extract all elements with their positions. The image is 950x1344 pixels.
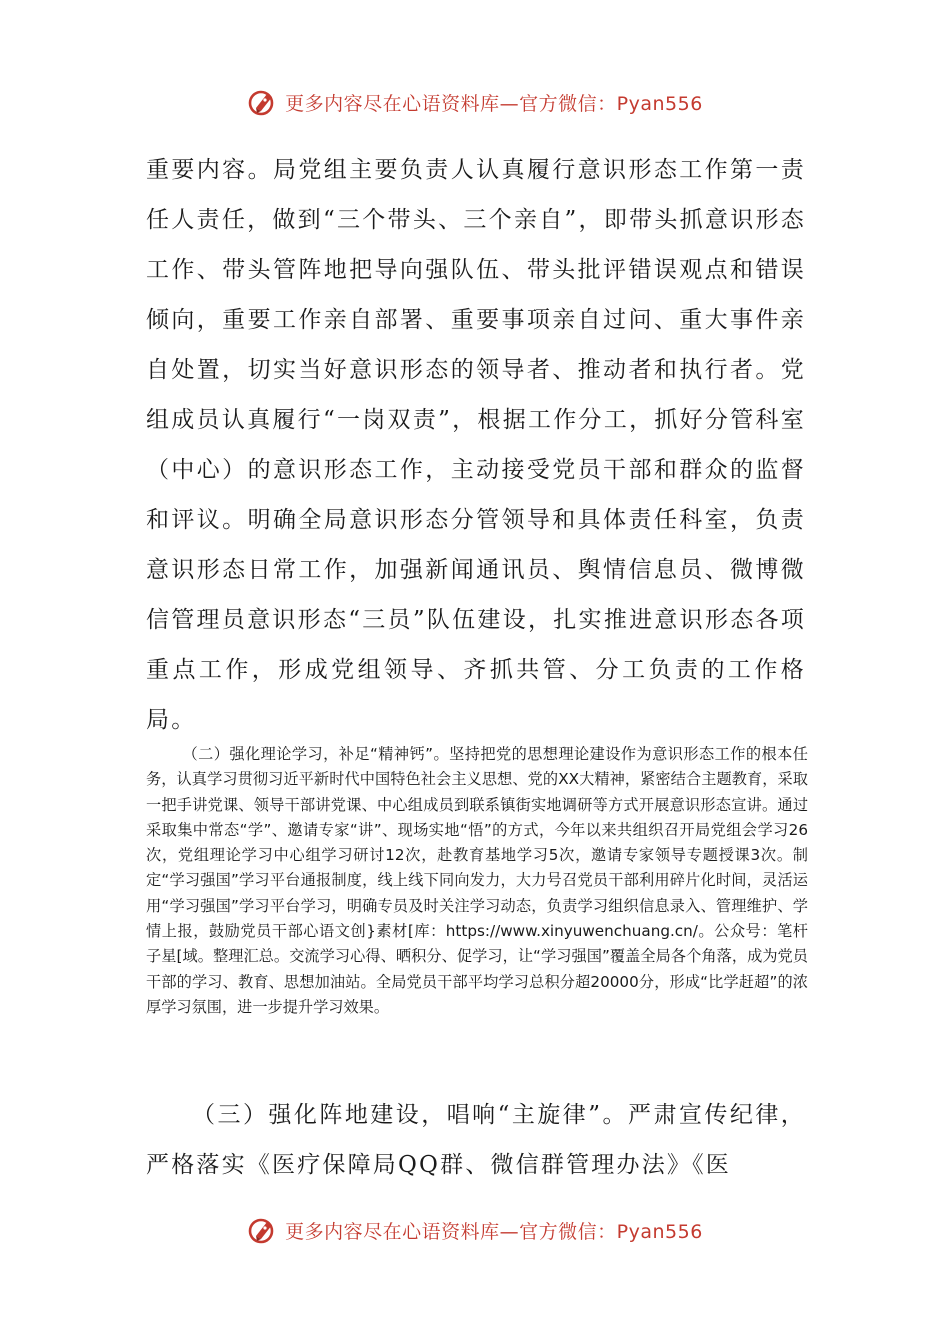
body-paragraph-1: 重要内容。局党组主要负责人认真履行意识形态工作第一责任人责任，做到“三个带头、三个亲自”，即带头抓意识形态工作、带头管阵地把导向强队伍、带头批评错误观点和错误倾向，重要工作亲自部署、重要事项亲自过问、重大事件亲自处置，切实当好意识形态的领导者、推动者和执行者。党组成员认真履行“一岗双责”，根据工作分工，抓好分管科室（中心）的意识形态工作，主动接受党员干部和群众的监督和评议。明确全局意识形态分管领导和具体责任科室，负责意识形态日常工作，加强新闻通讯员、舆情信息员、微博微信管理员意识形态“三员”队伍建设，扎实推进意识形态各项重点工作，形成党组领导、齐抓共管、分工负责的工作格局。	[146, 157, 806, 733]
body-paragraph-3: （三）强化阵地建设，唱响“主旋律”。严肃宣传纪律，严格落实《医疗保障局QQ群、微信群管理办法》《医	[146, 1102, 806, 1178]
footer-banner-content	[247, 1214, 703, 1246]
footer-banner	[0, 1210, 950, 1250]
header-banner-text: 更多内容尽在心语资料库—官方微信：Pyan556	[285, 92, 703, 115]
footer-banner-text: 更多内容尽在心语资料库—官方微信：Pyan556	[285, 1220, 703, 1243]
header-banner-content	[247, 86, 703, 118]
header-banner	[0, 82, 950, 122]
pen-nib-circle-logo-icon	[247, 86, 279, 118]
pen-nib-circle-logo-icon	[247, 1214, 279, 1246]
body-paragraph-2: （二）强化理论学习，补足“精神钙”。坚持把党的思想理论建设作为意识形态工作的根本任务，认真学习贯彻习近平新时代中国特色社会主义思想、党的XX大精神，紧密结合主题教育，采取一把手讲党课、领导干部讲党课、中心组成员到联系镇街实地调研等方式开展意识形态宣讲。通过采取集中常态“学”、邀请专家“讲”、现场实地“悟”的方式，今年以来共组织召开局党组会学习26次，党组理论学习中心组学习研讨12次，赴教育基地学习5次，邀请专家领导专题授课3次。制定“学习强国”学习平台通报制度，线上线下同向发力，大力号召党员干部利用碎片化时间，灵活运用“学习强国”学习平台学习，明确专员及时关注学习动态，负责学习组织信息录入、管理维护、学情上报，鼓励党员干部心语文创}素材[库：https://www.xinyuwenchuang.cn/。公众号：笔杆子星[域。整理汇总。交流学习心得、晒积分、促学习，让“学习强国”覆盖全局各个角落，成为党员干部的学习、教育、思想加油站。全局党员干部平均学习总积分超20000分，形成“比学赶超”的浓厚学习氛围，进一步提升学习效果。	[146, 745, 808, 1016]
